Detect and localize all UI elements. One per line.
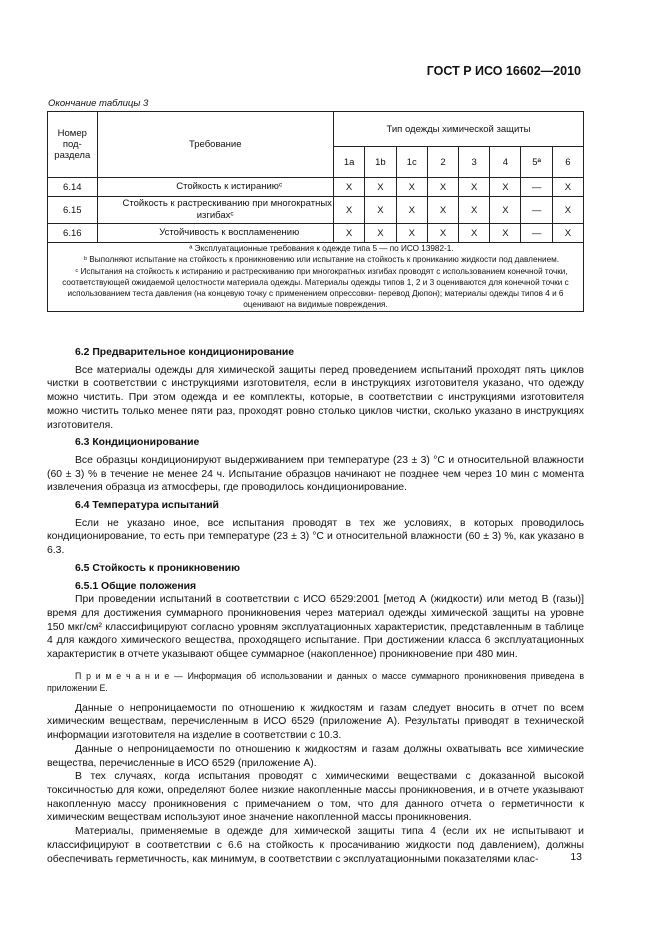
section-6-2-title: 6.2 Предварительное кондиционирование (75, 347, 295, 358)
row-num: 6.14 (48, 178, 98, 197)
cell: X (552, 178, 583, 197)
type-header: 5ª (521, 147, 552, 178)
cell: X (365, 224, 396, 243)
section-6-4-text: Если не указано иное, все испытания проводят в тех же условиях, в которых проводилось кондиционирование, то есть при температуре (23 ± 3) °С и относительной влажности (60 ± 3) %, как указано в 6.3. (47, 517, 584, 557)
section-6-5-1-p4: В тех случаях, когда испытания проводят с химическими веществами с доказанной высокой токсичностью для кожи, определяют более низкие накопленные массы проникновения, и в отчете указывают накопленную массу проникновения с примечанием о том, что для данного отчета о герметичности к химическим веществам используют иное значение накопленной массы проникновения. (47, 771, 584, 824)
section-6-2-text: Все материалы одежды для химической защиты перед проведением испытаний проходят пять циклов чистки в соответствии с инструкциями изготовителя, если в инструкциях изготовителя указано, что одежду можно чистить. При этом одежда и ее комплекты, которые, в соответствии с инструкциями изготовителя можно чистить только менее пяти раз, проходят ровно столько циклов чистки, сколько указано в инструкциях изготовителя. (47, 364, 584, 431)
section-6-5-title: 6.5 Стойкость к проникновению (75, 562, 241, 574)
cell: X (459, 178, 490, 197)
footnote-c: ᶜ Испытания на стойкость к истиранию и растрескиванию при многократных изгибах проводят с использованием конечной точки, соответствующей ожидаемой целостности материала одежды. Материалы одежды типов 1, 2 и 3 оцениваются для конечной точки с использованием теста давления (на концевую точку с применением опрессовки- перевод Дюпон); материалы одежды типов 4 и 6 оценивают на видимые повреждения. (62, 266, 569, 310)
cell: — (521, 197, 552, 224)
requirements-table (47, 111, 584, 312)
table-row (48, 197, 584, 224)
row-req: Стойкость к истираниюᶜ (97, 178, 333, 197)
type-header: 3 (459, 147, 490, 178)
cell: — (521, 178, 552, 197)
section-6-4-title: 6.4 Температура испытаний (75, 500, 219, 512)
table-footnotes (48, 243, 584, 312)
cell: X (365, 197, 396, 224)
section-6-5-1-note: П р и м е ч а н и е — Информация об использовании и данных о массе суммарного проникновения приведена в приложении Е. (47, 670, 584, 693)
cell: X (396, 178, 427, 197)
section-6-5-1-p2: Данные о непроницаемости по отношению к жидкостям и газам следует вносить в отчет по всем химическим веществам, перечисленным в ИСО 6529 (приложение А). Результаты приводят в технической информации изготовителя на изделие в соответствии с 10.3. (47, 702, 584, 742)
page-number: 13 (570, 851, 582, 863)
section-6-5-1-p5: Материалы, применяемые в одежде для химической защиты типа 4 (если их не испытывают и классифицируют в соответствии с 6.6 на стойкость к просачиванию жидкости под давлением), должны обеспечивать герметичность, как минимум, в соответствии с эксплуатационными показателями клас- (47, 826, 584, 865)
col-header-types: Тип одежды химической защиты (333, 112, 583, 147)
section-6-5-1-title: 6.5.1 Общие положения (75, 580, 197, 592)
row-req: Устойчивость к воспламенению (97, 224, 333, 243)
col-header-num: Номер под-раздела (48, 112, 98, 178)
cell: X (365, 178, 396, 197)
table-row (48, 224, 584, 243)
cell: X (333, 224, 364, 243)
footnote-a: ª Эксплуатационные требования к одежде типа 5 — по ИСО 13982-1. (189, 244, 454, 253)
cell: X (459, 197, 490, 224)
type-header: 1a (333, 147, 364, 178)
type-header: 1b (365, 147, 396, 178)
cell: X (552, 224, 583, 243)
cell: X (490, 178, 521, 197)
type-header: 6 (552, 147, 583, 178)
row-num: 6.15 (48, 197, 98, 224)
col-header-req: Требование (97, 112, 333, 178)
row-num: 6.16 (48, 224, 98, 243)
body-text (47, 346, 584, 866)
cell: X (427, 178, 458, 197)
cell: X (396, 197, 427, 224)
type-header: 4 (490, 147, 521, 178)
cell: X (427, 197, 458, 224)
document-header: ГОСТ Р ИСО 16602—2010 (426, 64, 581, 78)
type-header: 2 (427, 147, 458, 178)
cell: X (459, 224, 490, 243)
cell: X (396, 224, 427, 243)
cell: X (490, 197, 521, 224)
section-6-5-1-p3: Данные о непроницаемости по отношению к жидкостям и газам должны охватывать все химические вещества, перечисленные в ИСО 6529 (приложение А). (47, 743, 584, 769)
table-row (48, 178, 584, 197)
type-header: 1c (396, 147, 427, 178)
table-caption: Окончание таблицы 3 (48, 98, 149, 109)
cell: X (333, 178, 364, 197)
section-6-5-1-p1: При проведении испытаний в соответствии с ИСО 6529:2001 [метод А (жидкости) или метод В (газы)] время для достижения суммарного проникновения через материал одежды химической защиты на уровне 150 мкг/см² классифицируют согласно уровням эксплуатационных характеристик, представленным в таблице 4 для каждого химического вещества, проходящего испытание. При достижении класса 6 эксплуатационных характеристик в отчете указывают общее суммарное (накопленное) проникновение при 480 мин. (47, 594, 584, 661)
row-req: Стойкость к растрескиванию при многократных изгибахᶜ (97, 197, 333, 224)
section-6-3-text: Все образцы кондиционируют выдерживанием при температуре (23 ± 3) °С и относительной влажности (60 ± 3) % в течение не менее 24 ч. Испытание образцов начинают не позднее чем через 10 мин с момента извлечения образца из атмосферы, где проводилось кондиционирование. (47, 454, 584, 494)
cell: — (521, 224, 552, 243)
footnote-b: ᵇ Выполняют испытание на стойкость к проникновению или испытание на стойкость к прониканию жидкости под давлением. (83, 255, 560, 265)
cell: X (552, 197, 583, 224)
cell: X (427, 224, 458, 243)
cell: X (490, 224, 521, 243)
section-6-3-title: 6.3 Кондиционирование (75, 437, 200, 449)
cell: X (333, 197, 364, 224)
